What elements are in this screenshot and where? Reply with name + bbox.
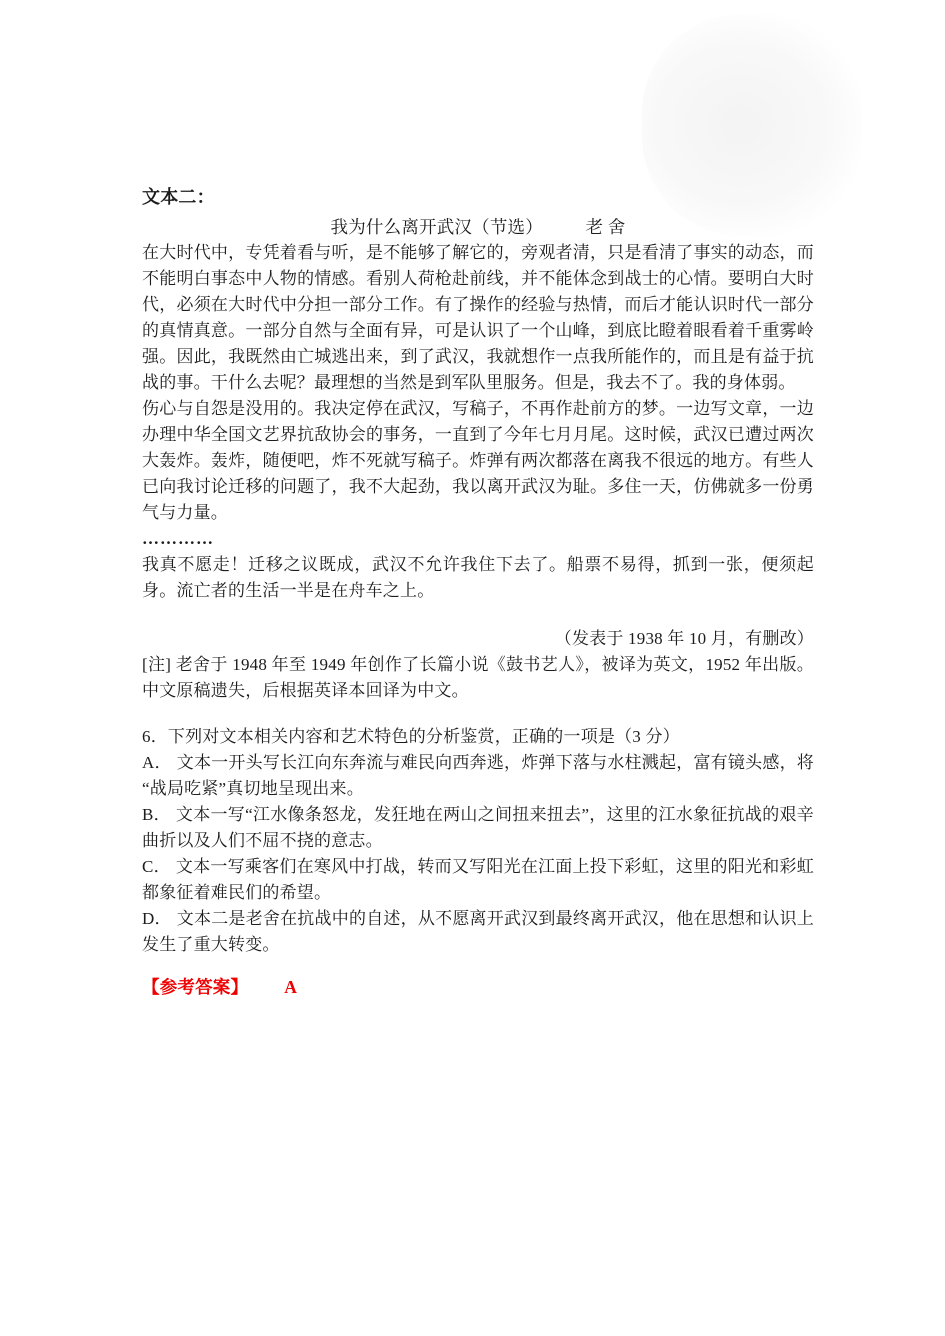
publication-note: （发表于 1938 年 10 月，有删改）	[554, 629, 814, 648]
footnote: [注] 老舍于 1948 年至 1949 年创作了长篇小说《鼓书艺人》，被译为英文，1952 年出版。中文原稿遗失，后根据英译本回译为中文。	[142, 655, 814, 700]
question-block	[142, 724, 814, 958]
document-content	[142, 184, 814, 1000]
article-title: 我为什么离开武汉（节选）	[330, 217, 543, 237]
passage-paragraph-2: 伤心与自怨是没用的。我决定停在武汉，写稿子，不再作赴前方的梦。一边写文章，一边办理中华全国文艺界抗敌协会的事务，一直到了今年七月月尾。这时候，武汉已遭过两次大轰炸。轰炸，随便吧，炸不死就写稿子。炸弹有两次都落在离我不很远的地方。有些人已向我讨论迁移的问题了，我不大起劲，我以离开武汉为耻。多住一天，仿佛就多一份勇气与力量。	[142, 399, 814, 522]
option-b-label: B．	[142, 805, 171, 824]
option-a-text: 文本一开头写长江向东奔流与难民向西奔逃，炸弹下落与水柱溅起，富有镜头感，将“战局吃紧”真切地呈现出来。	[142, 753, 814, 798]
section-label: 文本二：	[142, 187, 215, 207]
option-d-label: D．	[142, 909, 172, 928]
omission-ellipsis: …………	[142, 529, 214, 548]
question-stem: 6．下列对文本相关内容和艺术特色的分析鉴赏，正确的一项是（3 分）	[142, 727, 680, 746]
option-c	[142, 854, 814, 906]
passage-paragraph-1: 在大时代中，专凭着看与听，是不能够了解它的，旁观者清，只是看清了事实的动态，而不能明白事态中人物的情感。看别人荷枪赴前线，并不能体念到战士的心情。要明白大时代，必须在大时代中分担一部分工作。有了操作的经验与热情，而后才能认识时代一部分的真情真意。一部分自然与全面有异，可是认识了一个山峰，到底比瞪着眼看着千重雾岭强。因此，我既然由亡城逃出来，到了武汉，我就想作一点我所能作的，而且是有益于抗战的事。干什么去呢？最理想的当然是到军队里服务。但是，我去不了。我的身体弱。	[142, 243, 814, 392]
passage-paragraph-3: 我真不愿走！迁移之议既成，武汉不允许我住下去了。船票不易得，抓到一张，便须起身。流亡者的生活一半是在舟车之上。	[142, 555, 814, 600]
title-line	[142, 214, 814, 240]
reference-answer-line	[142, 974, 814, 1000]
option-d-text: 文本二是老舍在抗战中的自述，从不愿离开武汉到最终离开武汉，他在思想和认识上发生了重大转变。	[142, 909, 814, 954]
reference-answer-label: 【参考答案】	[142, 977, 249, 997]
option-a	[142, 750, 814, 802]
article-author: 老 舍	[585, 217, 626, 237]
option-c-label: C．	[142, 857, 171, 876]
reference-answer-value: A	[284, 977, 298, 997]
option-c-text: 文本一写乘客们在寒风中打战，转而又写阳光在江面上投下彩虹，这里的阳光和彩虹都象征着难民们的希望。	[142, 857, 814, 902]
option-d	[142, 906, 814, 958]
option-b-text: 文本一写“江水像条怒龙，发狂地在两山之间扭来扭去”，这里的江水象征抗战的艰辛曲折以及人们不屈不挠的意志。	[142, 805, 814, 850]
option-b	[142, 802, 814, 854]
option-a-label: A．	[142, 753, 172, 772]
